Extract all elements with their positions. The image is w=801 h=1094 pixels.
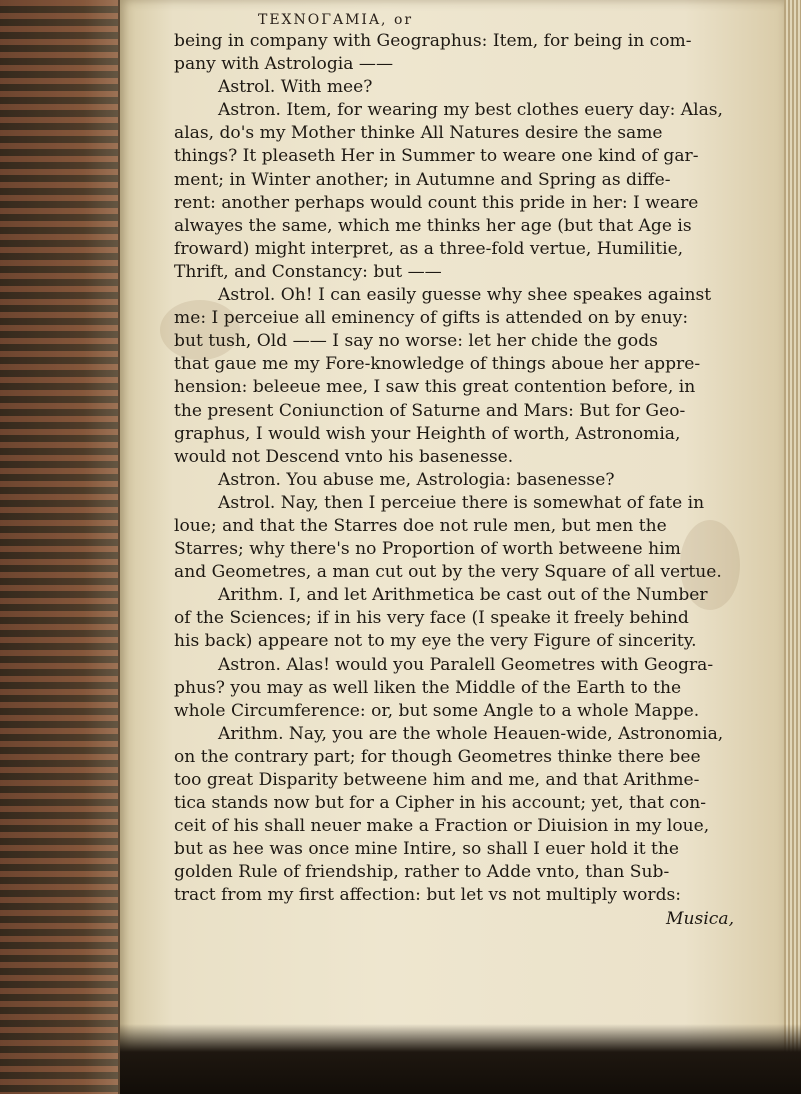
running-head: TEXNOΓAMIA, or [258, 12, 414, 28]
text-line: Astrol. With mee? [218, 77, 373, 98]
text-line: would not Descend vnto his basenesse. [174, 446, 514, 467]
text-line: phus? you may as well liken the Middle of the Earth to the [174, 677, 682, 698]
text-line: alas, do's my Mother thinke All Natures desire the same [174, 123, 663, 144]
text-line: Arithm. I, and let Arithmetica be cast out of the Number [218, 585, 708, 606]
text-line: and Geometres, a man cut out by the very Square of all vertue. [174, 562, 722, 583]
text-line: Astron. Item, for wearing my best clothes euery day: Alas, [218, 100, 723, 121]
text-line: the present Coniunction of Saturne and Mars: But for Geo- [174, 400, 686, 421]
text-line: rent: another perhaps would count this pride in her: I weare [174, 192, 699, 213]
text-line: but tush, Old —— I say no worse: let her chide the gods [174, 331, 658, 352]
text-line: Arithm. Nay, you are the whole Heauen-wide, Astronomia, [218, 723, 724, 744]
text-line: froward) might interpret, as a three-fold vertue, Humilitie, [174, 238, 684, 259]
text-line: on the contrary part; for though Geometres thinke there bee [174, 746, 701, 767]
text-line: Astron. Alas! would you Paralell Geometres with Geogra- [218, 654, 714, 675]
text-line: hension: beleeue mee, I saw this great contention before, in [174, 377, 696, 398]
text-line: loue; and that the Starres doe not rule men, but men the [174, 515, 667, 536]
page-edges [784, 0, 801, 1094]
text-line: that gaue me my Fore-knowledge of things aboue her appre- [174, 354, 701, 375]
text-line: whole Circumference: or, but some Angle to a whole Mappe. [174, 700, 700, 721]
scan-shadow [120, 1024, 801, 1094]
book-binding [0, 0, 120, 1094]
text-line: graphus, I would wish your Heighth of worth, Astronomia, [174, 423, 681, 444]
text-line: Astron. You abuse me, Astrologia: basenesse? [218, 469, 615, 490]
text-line: too great Disparity betweene him and me, and that Arithme- [174, 770, 700, 790]
text-line: ceit of his shall neuer make a Fraction or Diuision in my loue, [174, 816, 710, 837]
text-line: golden Rule of friendship, rather to Adde vnto, than Sub- [174, 862, 670, 883]
text-line: Starres; why there's no Proportion of worth betweene him [174, 539, 681, 560]
catchword: Musica, [666, 908, 734, 929]
text-line: his back) appeare not to my eye the very Figure of sincerity. [174, 631, 697, 652]
text-line: Astrol. Oh! I can easily guesse why shee speakes against [218, 285, 712, 306]
text-line: of the Sciences; if in his very face (I speake it freely behind [174, 608, 689, 629]
text-line: pany with Astrologia —— [174, 54, 394, 75]
text-line: Thrift, and Constancy: but —— [174, 261, 442, 282]
text-line: me: I perceiue all eminency of gifts is attended on by enuy: [174, 308, 689, 329]
text-line: things? It pleaseth Her in Summer to weare one kind of gar- [174, 146, 699, 167]
text-line: being in company with Geographus: Item, for being in com- [174, 31, 692, 51]
text-line: alwayes the same, which me thinks her age (but that Age is [174, 215, 692, 236]
text-line: tract from my first affection: but let vs not multiply words: [174, 885, 682, 906]
text-line: Astrol. Nay, then I perceiue there is somewhat of fate in [218, 492, 705, 513]
text-line: but as hee was once mine Intire, so shall I euer hold it the [174, 839, 680, 860]
text-line: ment; in Winter another; in Autumne and Spring as diffe- [174, 169, 671, 190]
text-line: tica stands now but for a Cipher in his account; yet, that con- [174, 793, 707, 814]
body-text [174, 30, 764, 1030]
